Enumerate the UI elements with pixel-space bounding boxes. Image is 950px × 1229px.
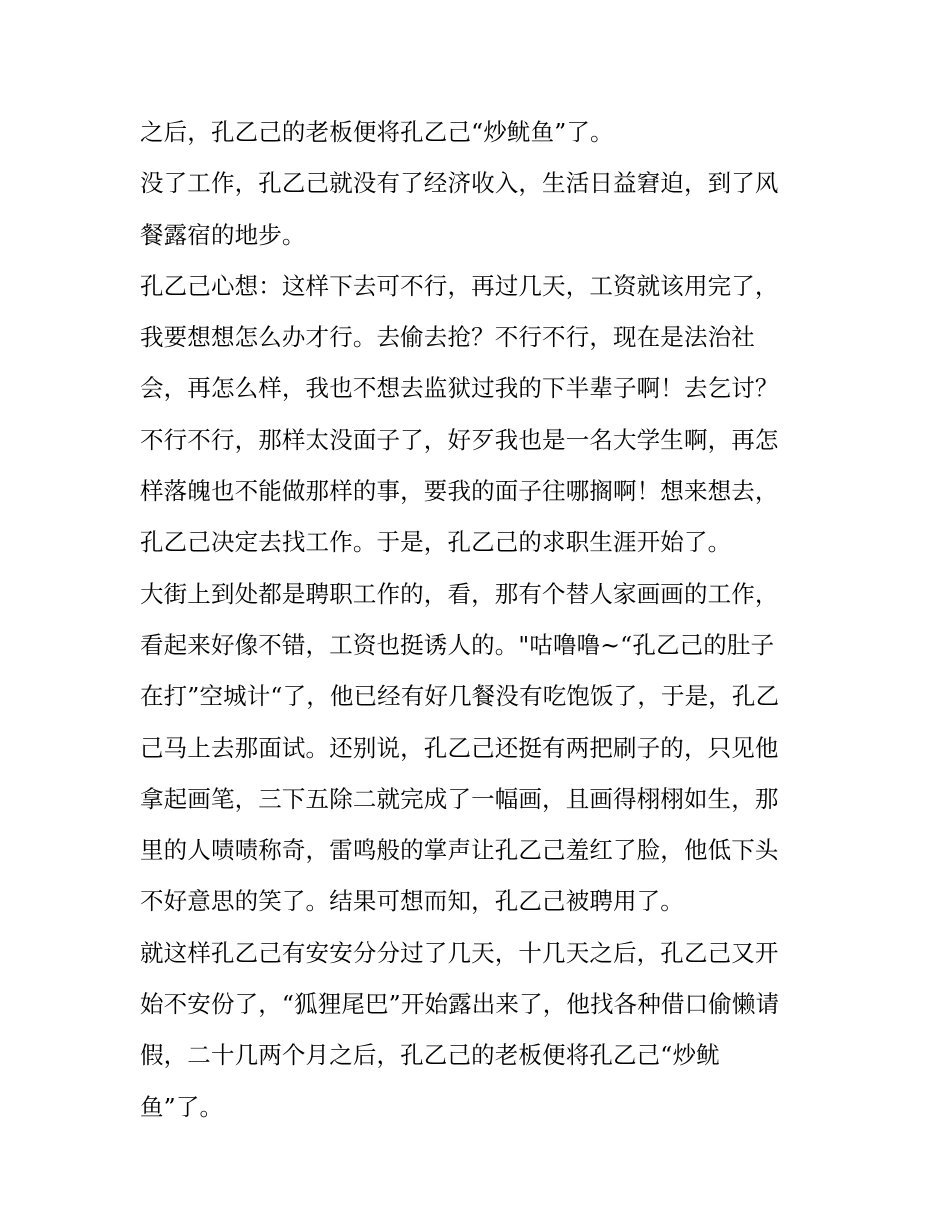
text-line: 里的人啧啧称奇，雷鸣般的掌声让孔乙己羞红了脸，他低下头 — [140, 836, 779, 865]
text-line: 始不安份了，“狐狸尾巴”开始露出来了，他找各种借口偷懒请 — [140, 990, 780, 1019]
text-line: 会，再怎么样，我也不想去监狱过我的下半辈子啊！去乞讨？ — [140, 374, 779, 403]
text-line: 拿起画笔，三下五除二就完成了一幅画，且画得栩栩如生，那 — [140, 784, 779, 813]
text-line: 在打”空城计“了，他已经有好几餐没有吃饱饭了，于是，孔乙 — [140, 682, 780, 711]
paragraph-2 — [140, 158, 820, 261]
paragraph-1 — [140, 107, 820, 158]
paragraph-5 — [140, 928, 820, 1133]
text-line: 假，二十几两个月之后，孔乙己的老板便将孔乙己“炒鱿 — [140, 1041, 720, 1070]
text-line: 没了工作，孔乙己就没有了经济收入，生活日益窘迫，到了风 — [140, 169, 779, 198]
text-line: 鱼”了。 — [140, 1092, 224, 1121]
text-line: 不好意思的笑了。结果可想而知，孔乙己被聘用了。 — [140, 887, 684, 916]
text-line: 餐露宿的地步。 — [140, 220, 306, 249]
text-line: 就这样孔乙己有安安分分过了几天，十几天之后，孔乙己又开 — [140, 938, 779, 967]
text-line: 孔乙己心想：这样下去可不行，再过几天，工资就该用完了， — [140, 271, 779, 300]
paragraph-3 — [140, 261, 820, 569]
text-line: 不行不行，那样太没面子了，好歹我也是一名大学生啊，再怎 — [140, 425, 779, 454]
text-line: 样落魄也不能做那样的事，要我的面子往哪搁啊！想来想去， — [140, 477, 779, 506]
text-line: 己马上去那面试。还别说，孔乙己还挺有两把刷子的，只见他 — [140, 733, 779, 762]
paragraph-4 — [140, 569, 820, 928]
document-body — [140, 107, 820, 1133]
text-line: 孔乙己决定去找工作。于是，孔乙己的求职生涯开始了。 — [140, 528, 732, 557]
text-line: 大街上到处都是聘职工作的，看，那有个替人家画画的工作， — [140, 579, 779, 608]
text-line: 我要想想怎么办才行。去偷去抢？不行不行，现在是法治社 — [140, 323, 755, 352]
text-line: 之后，孔乙己的老板便将孔乙己“炒鱿鱼”了。 — [140, 118, 614, 146]
text-line: 看起来好像不错，工资也挺诱人的。"咕噜噜~“孔乙己的肚子 — [140, 630, 775, 659]
